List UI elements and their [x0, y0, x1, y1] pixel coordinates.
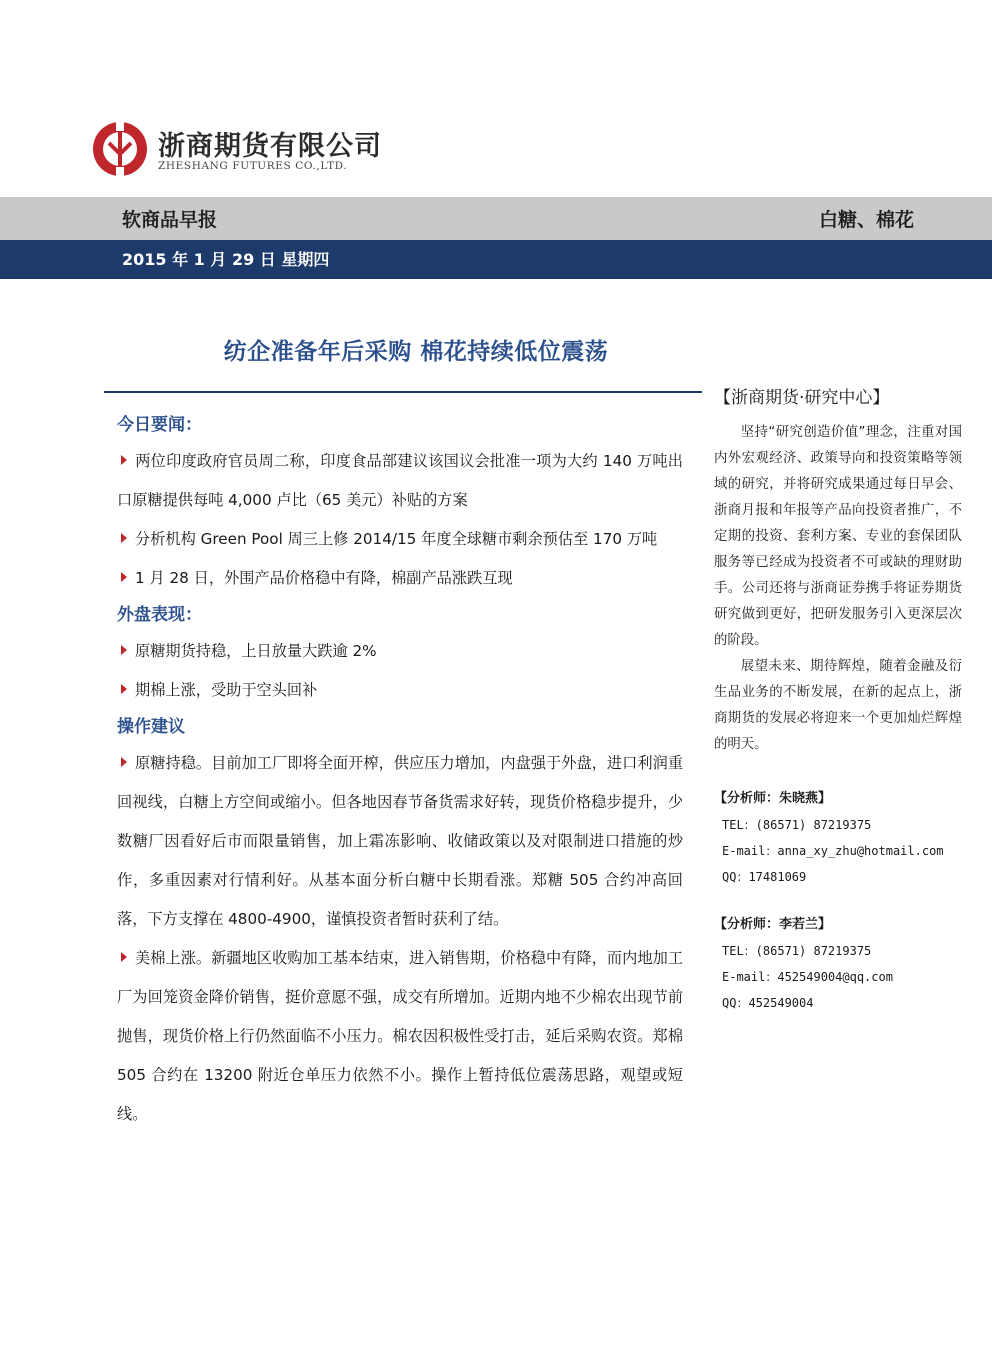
company-name-cn: 浙商期货有限公司: [158, 131, 382, 162]
bullet-arrow-icon: [121, 533, 127, 543]
report-header-bar: [0, 197, 992, 240]
bullet-arrow-icon: [121, 757, 127, 767]
news-item-text: 两位印度政府官员周二称，印度食品部建议该国议会批准一项为大约 140 万吨出口原糖提供每吨 4,000 卢比（65 美元）补贴的方案: [117, 452, 683, 509]
analyst-qq: QQ：452549004: [722, 996, 814, 1010]
company-logo-icon: [92, 121, 148, 177]
sidebar-paragraph: 展望未来、期待辉煌，随着金融及衍生品业务的不断发展，在新的起点上，浙商期货的发展必将迎来一个更加灿烂辉煌的明天。: [714, 659, 962, 752]
bullet-arrow-icon: [121, 952, 127, 962]
analyst-card: [714, 912, 962, 1016]
date-bar: [0, 240, 992, 279]
overseas-item: [117, 632, 683, 671]
report-date: 2015 年 1 月 29 日 星期四: [122, 250, 330, 269]
overseas-item-text: 原糖期货持稳，上日放量大跌逾 2%: [135, 642, 377, 660]
section-title-news: 今日要闻：: [117, 415, 202, 435]
advice-item-text: 原糖持稳。目前加工厂即将全面开榨，供应压力增加，内盘强于外盘，进口利润重回视线，白糖上方空间或缩小。但各地因春节备货需求好转，现货价格稳步提升，少数糖厂因看好后市而限量销售，加上霜冻影响、收储政策以及对限制进口措施的炒作，多重因素对行情利好。从基本面分析白糖中长期看涨。郑糖 505 合约冲高回落，下方支撑在 4800-4900，谨慎投资者暂时获利了结。: [117, 754, 683, 928]
advice-item-text: 美棉上涨。新疆地区收购加工基本结束，进入销售期，价格稳中有降，而内地加工厂为回笼资金降价销售，挺价意愿不强，成交有所增加。近期内地不少棉农出现节前抛售，现货价格上行仍然面临不小压力。棉农因积极性受打击，延后采购农资。郑棉 505 合约在 13200 附近仓单压力依然不小。操作上暂持低位震荡思路，观望或短线。: [117, 949, 683, 1123]
analyst-qq: QQ：17481069: [722, 870, 807, 884]
headline: 纺企准备年后采购 棉花持续低位震荡: [223, 339, 609, 365]
report-type: 软商品早报: [122, 209, 218, 231]
analyst-email[interactable]: E-mail：452549004@qq.com: [722, 970, 893, 984]
news-item-text: 1 月 28 日，外围产品价格稳中有降，棉副产品涨跌互现: [135, 569, 513, 587]
bullet-arrow-icon: [121, 455, 127, 465]
analyst-name: 【分析师：李若兰】: [714, 917, 832, 932]
main-content: [117, 408, 683, 1134]
bullet-arrow-icon: [121, 572, 127, 582]
sidebar-paragraph: 坚持“研究创造价值”理念，注重对国内外宏观经济、政策导向和投资策略等领域的研究，并将研究成果通过每日早会、浙商月报和年报等产品向投资者推广，不定期的投资、套利方案、专业的套保团队服务等已经成为投资者不可或缺的理财助手。公司还将与浙商证券携手将证券期货研究做到更好，把研发服务引入更深层次的阶段。: [714, 425, 962, 648]
analyst-tel: TEL：(86571) 87219375: [722, 944, 872, 958]
bullet-arrow-icon: [121, 684, 127, 694]
section-title-advice: 操作建议: [117, 717, 185, 737]
analyst-name: 【分析师：朱晓燕】: [714, 791, 832, 806]
sidebar-title: 【浙商期货·研究中心】: [714, 388, 890, 408]
headline-divider: [104, 391, 702, 393]
report-products: 白糖、棉花: [818, 209, 914, 231]
analyst-card: [714, 786, 962, 890]
analyst-tel: TEL：(86571) 87219375: [722, 818, 872, 832]
news-item: [117, 442, 683, 520]
overseas-item: [117, 671, 683, 710]
sidebar: [714, 384, 962, 1016]
news-item: [117, 559, 683, 598]
section-title-overseas: 外盘表现：: [117, 605, 202, 625]
analyst-email[interactable]: E-mail：anna_xy_zhu@hotmail.com: [722, 844, 944, 858]
overseas-item-text: 期棉上涨，受助于空头回补: [135, 681, 318, 699]
company-name-en: ZHESHANG FUTURES CO.,LTD.: [158, 160, 348, 172]
news-item: [117, 520, 683, 559]
bullet-arrow-icon: [121, 645, 127, 655]
advice-item: [117, 939, 683, 1134]
news-item-text: 分析机构 Green Pool 周三上修 2014/15 年度全球糖市剩余预估至 170 万吨: [135, 530, 658, 548]
advice-item: [117, 744, 683, 939]
